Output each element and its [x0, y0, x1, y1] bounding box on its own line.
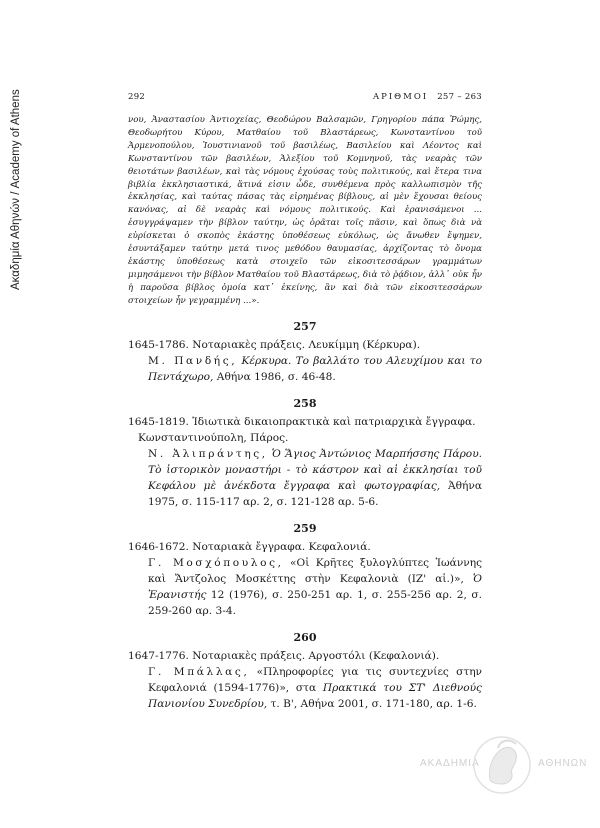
entry-reference	[128, 664, 482, 712]
article-title: «Πληροφορίες για τις συντεχνίες στην Κεφαλονιά (1594-1776)», στα	[148, 665, 482, 694]
entry-259	[128, 522, 482, 619]
work-title: Ὁ Ἅγιος Ἀντώνιος Μαρπήσσης Πάρου. Τὸ ἰστορικὸν μοναστήρι - τὸ κάστρον καὶ αἱ ἐκκλησίαι τοῦ Κεφάλου μὲ ἀνέκδοτα ἔγγραφα καὶ φωτογραφίας,	[148, 447, 482, 492]
entry-heading: 1645-1819. Ἰδιωτικὰ δικαιοπρακτικὰ καὶ πατριαρχικὰ ἔγγραφα. Κωνσταντινούπολη, Πάρος.	[128, 415, 476, 444]
entry-reference	[128, 555, 482, 619]
entry-number: 260	[293, 630, 317, 644]
entry-heading: 1647-1776. Νοταριακὲς πράξεις. Αργοστόλι (Κεφαλονιά).	[128, 649, 440, 662]
entry-260	[128, 631, 482, 712]
watermark-left-text: ΑΚΑΔΗΜΙΑ	[420, 758, 480, 769]
citation-details: τ. Β', Αθήνα 2001, σ. 171-180, αρ. 1-6.	[267, 697, 477, 710]
athena-head-icon	[472, 732, 532, 798]
header-title-group	[373, 92, 482, 102]
quoted-passage: νου, Ἀναστασίου Ἀντιοχείας, Θεοδώρου Βαλσαμῶν, Γρηγορίου πάπα Ῥώμης, Θεοδωρήτου Κύρου, Ματθαίου τοῦ Βλαστάρεως, Κωνσταντίνου τοῦ Ἀρμενοπούλου, Ἰουστινιανοῦ τοῦ βασιλέως, Βασιλείου καὶ Λέοντος καὶ Κωνσταντίνου τῶν βασιλέων, Ἀλεξίου τοῦ Κομνηνοῦ, τὰς νεαρὰς τῶν θειοτάτων βασιλέων, καὶ τὰς νόμους ἐχούσας τοὺς πολιτικούς, καὶ ἕτερα τινα βιβλία ἐκκλησιαστικά, ἅτινά εἰσιν ὧδε, συνθέμενα πρὸς καλλωπισμὸν τῆς ἐκκλησίας, καὶ ταύτας πάσας τὰς εἰρημένας βίβλους, αἱ μὲν ἔχουσαι θείους κανόνας, αἱ δὲ νεαρὰς καὶ νόμους πολιτικούς. Καὶ ἐρανισάμενοι ... ἐσυγγράψαμεν τὴν βίβλον ταύτην, ὡς ὁρᾶται τοῖς πᾶσιν, καὶ ὅπως διὰ νὰ εὑρίσκεται ὁ σκοπὸς ἑκάστης ὑποθέσεως εὐκόλως, ὡς ἄνωθεν ἔψημεν, ἐσυντάξαμεν ταύτην μετά τινος μεθόδου θαυμασίας, ἀρχίζοντας τὸ ὄνομα ἑκάστης ὑποθέσεως κατὰ στοιχεῖο τῶν εἰκοσιτεσσάρων γραμμάτων μιμησάμενοι τὴν βίβλον Ματθαίου τοῦ Βλαστάρεως, διὰ τὸ ῥᾴδιον, ἀλλ᾽ οὐκ ἦν ἡ παροῦσα βίβλος ὁμοία κατ᾽ ἐκείνης, ἂν καὶ διὰ τῶν εἰκοσιτεσσάρων στοιχείων ἦν γεγραμμένη ...».	[128, 115, 482, 306]
author-name: Γ. Μπάλλας,	[148, 665, 250, 678]
archive-side-label: Ακαδημία Αθηνών / Academy of Athens	[10, 89, 22, 290]
entry-reference	[128, 446, 482, 510]
entry-258	[128, 397, 482, 510]
document-page	[128, 92, 482, 712]
entry-number: 259	[293, 521, 317, 535]
entry-heading: 1646-1672. Νοταριακὰ ἔγγραφα. Κεφαλονιά.	[128, 540, 371, 553]
journal-title: Ὁ Ἐρανιστής	[148, 572, 482, 601]
academy-watermark	[420, 738, 590, 796]
header-range: 257 – 263	[437, 92, 482, 102]
author-name: Ν. Ἀλιπράντης,	[148, 447, 268, 460]
page-number: 292	[128, 92, 146, 102]
watermark-right-text: ΑΘΗΝΩΝ	[538, 758, 588, 769]
author-name: Μ. Πανδής,	[148, 354, 238, 367]
author-name: Γ. Μοσχόπουλος,	[148, 556, 284, 569]
citation-details: 12 (1976), σ. 250-251 αρ. 1, σ. 255-256 αρ. 2, σ. 259-260 αρ. 3-4.	[148, 588, 482, 617]
entry-heading: 1645-1786. Νοταριακὲς πράξεις. Λευκίμμη (Κέρκυρα).	[128, 338, 421, 351]
article-title: «Οἱ Κρῆτες ξυλογλύπτες Ἰωάννης καὶ Ἄντζολος Μοσκέττης στὴν Κεφαλονιὰ (ΙΖ' αἰ.)»,	[148, 556, 482, 585]
running-header	[128, 92, 482, 108]
citation-details: Αθήνα 1986, σ. 46-48.	[213, 370, 336, 383]
proceedings-title: Πρακτικά του ΣΤ' Διεθνούς Πανιονίου Συνεδρίου,	[148, 681, 482, 710]
citation-details: Ἀθήνα 1975, σ. 115-117 αρ. 2, σ. 121-128 αρ. 5-6.	[148, 479, 483, 508]
header-title: ΑΡΙΘΜΟΙ	[372, 92, 429, 102]
entry-257	[128, 320, 482, 385]
entry-reference	[128, 353, 482, 385]
work-title: Κέρκυρα. Το βαλλάτο του Αλευχίμου και το Πεντάχωρο,	[148, 354, 482, 383]
entry-number: 258	[293, 396, 317, 410]
entry-number: 257	[293, 319, 317, 333]
